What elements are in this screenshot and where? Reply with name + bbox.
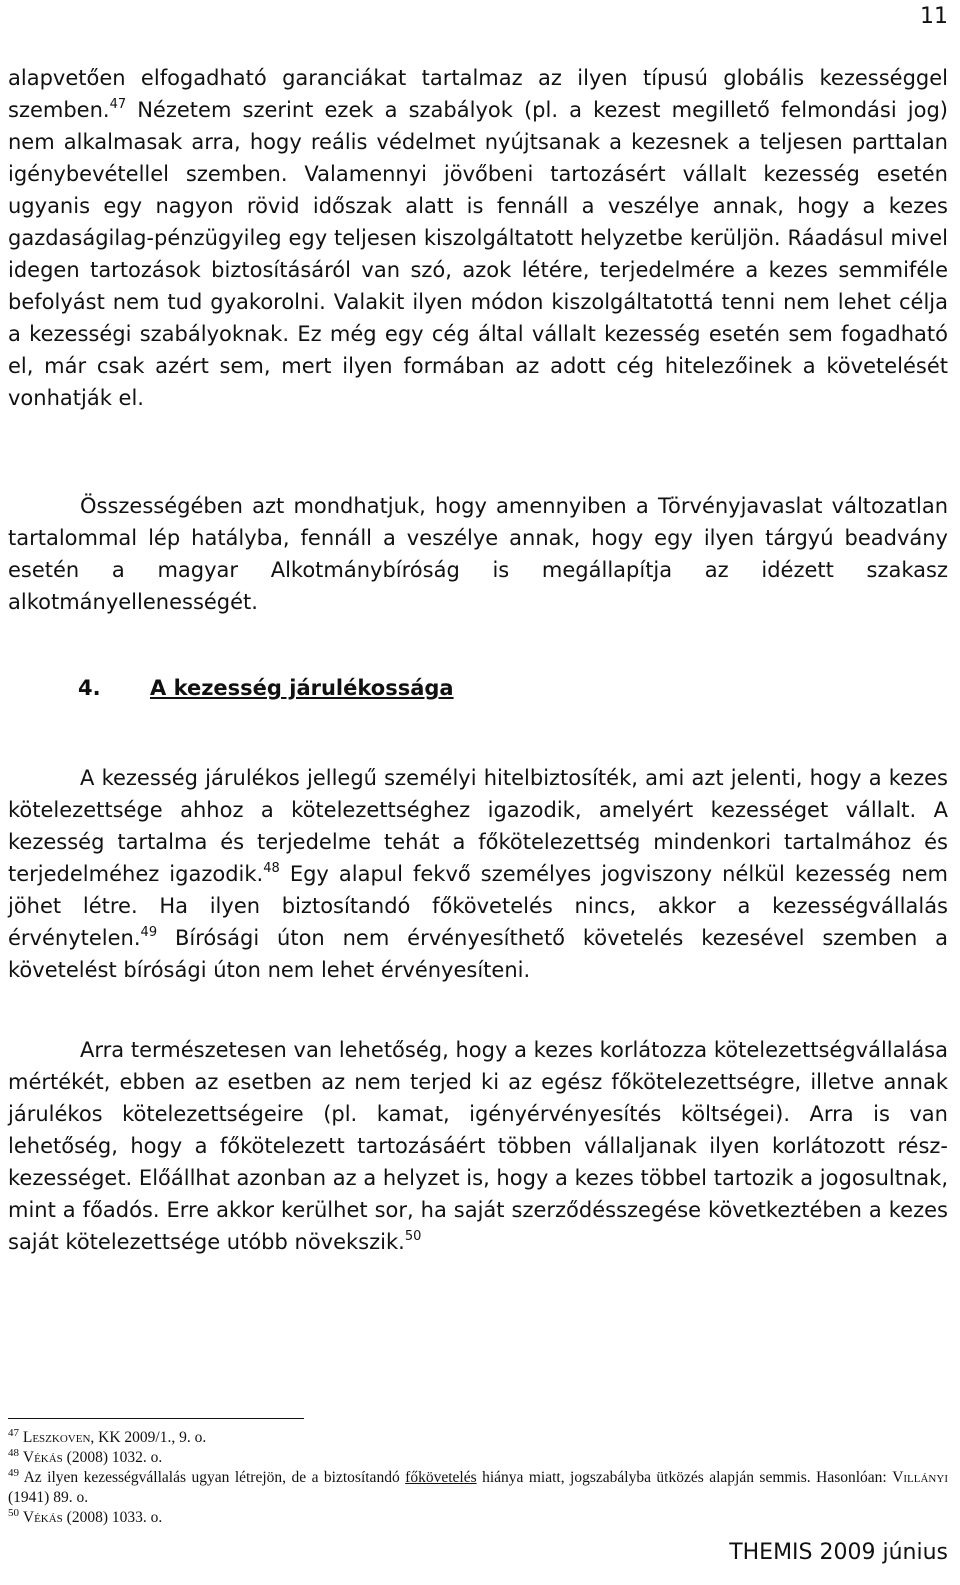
section-heading [78,676,454,700]
paragraph-4 [8,1034,948,1258]
footnote-citation: , KK 2009/1., 9. o. [90,1429,207,1446]
footnote-ref-50[interactable]: 50 [404,1229,422,1244]
journal-footer: THEMIS 2009 június [729,1540,948,1565]
footnote-text: hiánya miatt, jogszabályba ütközés alapján semmis. Hasonlóan: [476,1469,893,1486]
footnote-50 [8,1508,948,1528]
footnote-49 [8,1468,948,1508]
paragraph-1-text-a: alapvetően elfogadható garanciákat tartalmaz az ilyen típusú globális kezességgel szemben. [8,66,948,122]
footnote-citation: (2008) 1033. o. [62,1509,163,1526]
footnote-underlined-term: főkövetelés [405,1469,477,1486]
footnote-text: Az ilyen kezességvállalás ugyan létrejön, de a biztosítandó [19,1469,406,1486]
footnote-number: 47 [8,1427,19,1439]
footnote-ref-49[interactable]: 49 [140,925,158,940]
paragraph-3-text-a: A kezesség járulékos jellegű személyi hitelbiztosíték, ami azt jelenti, hogy a kezes kötelezettsége ahhoz a kötelezettséghez igazodik, amelyért kezességet vállalt. A kezesség tartalma és terjedelme tehát a főkötelezettség mindenkori tartalmához és terjedelméhez igazodik. [8,766,948,886]
footnote-separator [8,1418,304,1419]
footnote-ref-47[interactable]: 47 [109,97,127,112]
paragraph-3 [8,762,948,986]
section-number: 4. [78,676,101,700]
section-title: A kezesség járulékossága [150,676,454,700]
footnote-citation: (2008) 1032. o. [62,1449,163,1466]
paragraph-1 [8,62,948,414]
paragraph-4-text: Arra természetesen van lehetőség, hogy a kezes korlátozza kötelezettségvállalása mértékét, ebben az esetben az nem terjed ki az egész főkötelezettségre, illetve annak járulékos kötelezettségeire (pl. kamat, igényérvényesítés költségei). Arra is van lehetőség, hogy a főkötelezett tartozásáért többen vállaljanak ilyen korlátozott rész-kezességet. Előállhat azonban az a helyzet is, hogy a kezes többel tartozik a jogosultnak, mint a főadós. Erre akkor kerülhet sor, ha saját szerződésszegése következtében a kezes saját kötelezettsége utóbb növekszik. [8,1038,948,1254]
footnote-48 [8,1448,948,1468]
footnote-citation: (1941) 89. o. [8,1489,89,1506]
footnotes [8,1428,948,1528]
footnote-number: 50 [8,1507,19,1519]
footnote-number: 49 [8,1467,19,1479]
paragraph-2: Összességében azt mondhatjuk, hogy amennyiben a Törvényjavaslat változatlan tartalommal lép hatályba, fennáll a veszélye annak, hogy egy ilyen tárgyú beadvány esetén a magyar Alkotmánybíróság is megállapítja az idézett szakasz alkotmányellenességét. [8,494,948,614]
paragraph-3-text-b: Egy alapul fekvő személyes jogviszony nélkül kezesség nem jöhet létre. Ha ilyen biztosítandó főkövetelés nincs, akkor a kezességvállalás érvénytelen. [8,862,949,950]
footnote-author: Leszkoven [22,1429,91,1446]
footnote-47 [8,1428,948,1448]
footnote-ref-48[interactable]: 48 [263,861,280,876]
footnote-author: Vékás [22,1449,63,1466]
paragraph-1-text-b: Nézetem szerint ezek a szabályok (pl. a kezest megillető felmondási jog) nem alkalmasak arra, hogy reális védelmet nyújtsanak a kezesnek a teljesen parttalan igénybevétellel szemben. Valamennyi jövőbeni tartozásért vállalt kezesség esetén ugyanis egy nagyon rövid időszak alatt is fennáll a veszélye annak, hogy a kezes gazdaságilag-pénzügyileg egy teljesen kiszolgáltatott helyzetbe kerüljön. Ráadásul mivel idegen tartozások biztosításáról van szó, azok létére, terjedelmére a kezes semmiféle befolyást nem tud gyakorolni. Valakit ilyen módon kiszolgáltatottá tenni nem lehet célja a kezességi szabályoknak. Ez még egy cég által vállalt kezesség esetén sem fogadható el, már csak azért sem, mert ilyen formában az adott cég hitelezőinek a követelését vonhatják el. [8,98,948,410]
paragraph-3-text-c: Bírósági úton nem érvényesíthető követelés kezesével szemben a követelést bírósági úton nem lehet érvényesíteni. [8,926,948,982]
footnote-author: Vékás [22,1509,63,1526]
footnote-author: Villányi [892,1469,948,1486]
page-number: 11 [920,4,948,29]
footnote-number: 48 [8,1447,19,1459]
